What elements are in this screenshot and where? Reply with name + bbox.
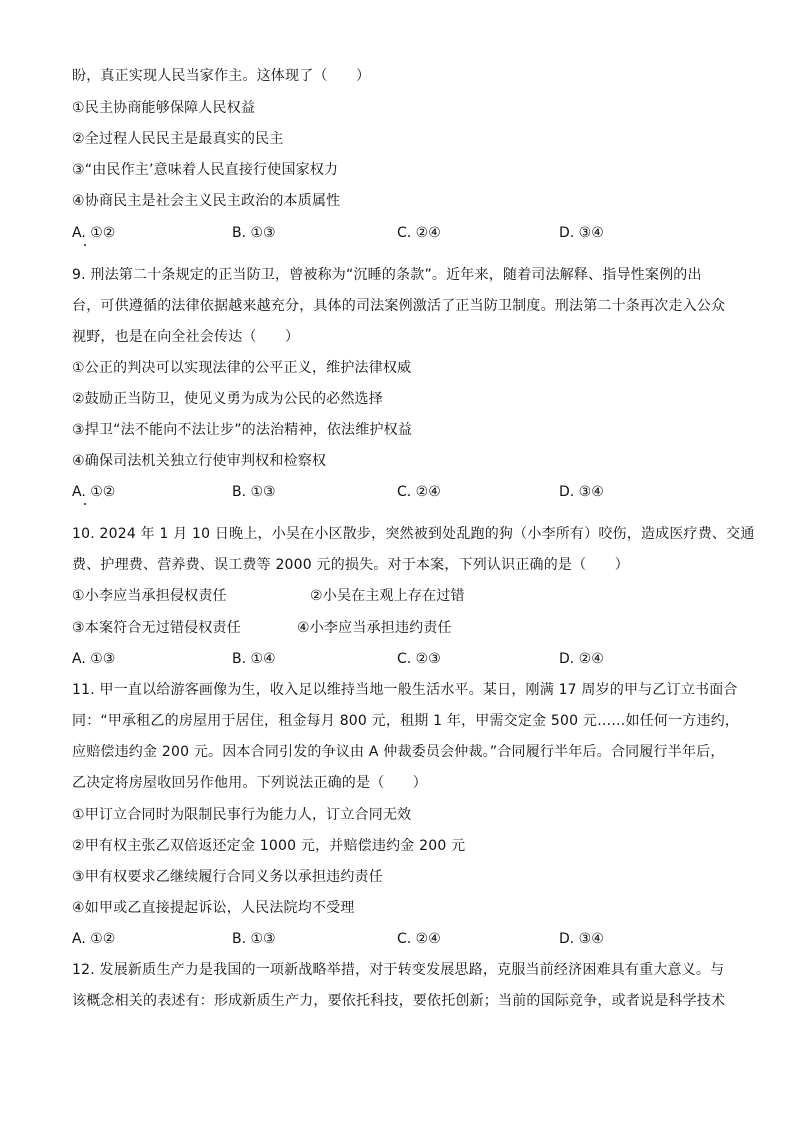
q8-item-3: ③“由民作主’意味着人民直接行使国家权力: [72, 162, 339, 178]
q11-item-3: ③甲有权要求乙继续履行合同义务以承担违约责任: [72, 869, 383, 885]
q10-stem-line-2: 费、护理费、营养费、误工费等 2000 元的损失。对于本案，下列认识正确的是（ ）: [72, 557, 629, 573]
q10-option-b[interactable]: B. ①④: [232, 651, 276, 667]
q8-option-d[interactable]: D. ③④: [559, 225, 604, 241]
q10-item-1: ①小李应当承担侵权责任: [72, 588, 227, 604]
q9-item-1: ①公正的判决可以实现法律的公平正义，维护法律权威: [72, 360, 412, 376]
q9-option-d[interactable]: D. ③④: [559, 484, 604, 500]
q10-option-d[interactable]: D. ②④: [559, 651, 604, 667]
q11-item-1: ①甲订立合同时为限制民事行为能力人，订立合同无效: [72, 807, 412, 823]
q10-item-3: ③本案符合无过错侵权责任: [72, 620, 241, 636]
q11-option-c[interactable]: C. ②④: [397, 931, 441, 947]
q10-item-2: ②小吴在主观上存在过错: [310, 588, 465, 604]
q8-option-c[interactable]: C. ②④: [397, 225, 441, 241]
q11-option-d[interactable]: D. ③④: [559, 931, 604, 947]
q8-option-b[interactable]: B. ①③: [232, 225, 276, 241]
q8-item-2: ②全过程人民民主是最真实的民主: [72, 131, 284, 147]
stray-mark: [84, 244, 86, 246]
q11-stem-line-1: 11. 甲一直以给游客画像为生，收入足以维持当地一般生活水平。某日，刚满 17 周岁的甲与乙订立书面合: [72, 682, 738, 698]
q8-item-4: ④协商民主是社会主义民主政治的本质属性: [72, 193, 341, 209]
q9-item-2: ②鼓励正当防卫，使见义勇为成为公民的必然选择: [72, 391, 383, 407]
q9-item-3: ③捍卫“法不能向不法让步”的法治精神，依法维护权益: [72, 422, 413, 438]
q11-stem-line-3: 应赔偿违约金 200 元。因本合同引发的争议由 A 仲裁委员会仲裁。”合同履行半年后。合同履行半年后，: [72, 744, 725, 760]
q8-stem-tail: 盼，真正实现人民当家作主。这体现了（ ）: [72, 68, 371, 84]
q9-option-a[interactable]: A. ①②: [72, 484, 116, 500]
q9-item-4: ④确保司法机关独立行使审判权和检察权: [72, 453, 327, 469]
q8-item-1: ①民主协商能够保障人民权益: [72, 100, 256, 116]
q10-option-a[interactable]: A. ①③: [72, 651, 116, 667]
q10-option-c[interactable]: C. ②③: [397, 651, 441, 667]
q12-stem-line-2: 该概念相关的表述有：形成新质生产力，要依托科技，要依托创新；当前的国际竞争，或者说是科学技术: [72, 993, 726, 1009]
q9-option-b[interactable]: B. ①③: [232, 484, 276, 500]
q11-stem-line-4: 乙决定将房屋收回另作他用。下列说法正确的是（ ）: [72, 775, 427, 791]
stray-mark: [84, 503, 86, 505]
q9-stem-line-3: 视野，也是在向全社会传达（ ）: [72, 329, 300, 345]
q9-option-c[interactable]: C. ②④: [397, 484, 441, 500]
q11-item-4: ④如甲或乙直接提起诉讼，人民法院均不受理: [72, 900, 355, 916]
q11-item-2: ②甲有权主张乙双倍返还定金 1000 元，并赔偿违约金 200 元: [72, 838, 466, 854]
q8-option-a[interactable]: A. ①②: [72, 225, 116, 241]
q10-stem-line-1: 10. 2024 年 1 月 10 日晚上，小吴在小区散步，突然被到处乱跑的狗（小李所有）咬伤，造成医疗费、交通: [72, 526, 755, 542]
q12-stem-line-1: 12. 发展新质生产力是我国的一项新战略举措，对于转变发展思路，克服当前经济困难具有重大意义。与: [72, 962, 725, 978]
q10-item-4: ④小李应当承担违约责任: [297, 620, 452, 636]
q11-option-b[interactable]: B. ①③: [232, 931, 276, 947]
q11-stem-line-2: 同：“甲承租乙的房屋用于居住，租金每月 800 元，租期 1 年，甲需交定金 500 元……如任何一方违约，: [72, 713, 740, 729]
q11-option-a[interactable]: A. ①②: [72, 931, 116, 947]
q9-stem-line-1: 9. 刑法第二十条规定的正当防卫，曾被称为“沉睡的条款”。近年来，随着司法解释、指导性案例的出: [72, 267, 702, 283]
q9-stem-line-2: 台，可供遵循的法律依据越来越充分，具体的司法案例激活了正当防卫制度。刑法第二十条再次走入公众: [72, 298, 726, 314]
